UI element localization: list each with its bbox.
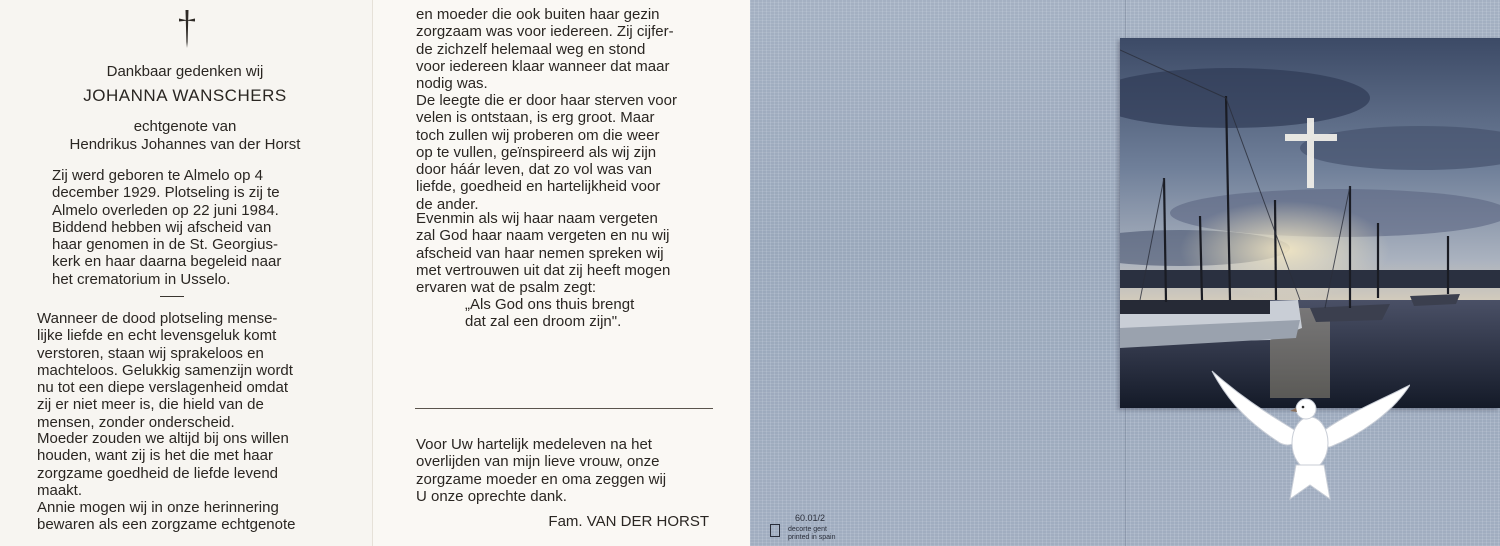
middle-paragraph-3 — [416, 210, 710, 296]
printer-mark — [770, 512, 880, 542]
text-line: velen is ontstaan, is erg groot. Maar — [416, 109, 655, 127]
heading: Dankbaar gedenken wij — [106, 63, 264, 80]
card-panel-middle — [372, 0, 750, 546]
text-line: Annie mogen wij in onze herinnering — [37, 499, 279, 516]
text-line: zorgzame moeder en oma zeggen wij — [416, 470, 667, 488]
text-line: Zij werd geboren te Almelo op 4 — [52, 167, 263, 184]
printer-code: 60.01/2 — [795, 513, 826, 523]
text-line: de ander. — [416, 195, 479, 213]
text-line: Moeder zouden we altijd bij ons willen — [37, 430, 289, 447]
text-line: zal God haar naam vergeten en nu wij — [416, 227, 670, 245]
dove-icon — [1210, 365, 1410, 505]
text-line: Voor Uw hartelijk medeleven na het — [416, 436, 652, 453]
text-line: op te vullen, geïnspireerd als wij zijn — [416, 143, 657, 161]
text-line: en moeder die ook buiten haar gezin — [416, 6, 660, 23]
text-line: houden, want zij is het die met haar — [37, 447, 273, 465]
text-line: lijke liefde en echt levensgeluk komt — [37, 327, 277, 345]
text-line: Wanneer de dood plotseling mense- — [37, 310, 278, 327]
text-line: nodig was. — [416, 75, 488, 93]
signature: Fam. VAN DER HORST — [548, 513, 709, 530]
text-line: kerk en haar daarna begeleid naar — [52, 253, 282, 271]
printer-note: printed in spain — [788, 534, 836, 541]
thanks-paragraph — [416, 436, 710, 505]
text-line: door háár leven, dat zo vol was van — [416, 161, 652, 179]
cross-icon — [176, 8, 198, 50]
text-line: machteloos. Gelukkig samenzijn wordt — [37, 361, 293, 379]
text-line: zorgzaam was voor iedereen. Zij cijfer- — [416, 23, 674, 41]
text-line: bewaren als een zorgzame echtgenote — [37, 516, 296, 534]
divider-line — [415, 408, 713, 409]
text-line: ervaren wat de psalm zegt: — [416, 279, 597, 297]
text-line: De leegte die er door haar sterven voor — [416, 92, 677, 109]
spouse-name: Hendrikus Johannes van der Horst — [69, 136, 301, 153]
bio-paragraph — [52, 167, 314, 288]
text-line: zorgzame goedheid de liefde levend — [37, 464, 279, 482]
text-line: dat zal een droom zijn". — [465, 313, 622, 331]
card-panel-left — [0, 0, 372, 546]
middle-paragraph-2 — [416, 92, 710, 213]
divider-dash — [160, 296, 184, 297]
card-cover-panel — [750, 0, 1500, 546]
psalm-quote — [465, 296, 705, 331]
text-line: haar genomen in de St. Georgius- — [52, 236, 278, 254]
deceased-name: JOHANNA WANSCHERS — [83, 86, 287, 105]
text-line: het crematorium in Usselo. — [52, 270, 231, 288]
text-line: U onze oprechte dank. — [416, 487, 567, 505]
text-line: verstoren, staan wij sprakeloos en — [37, 344, 264, 362]
text-line: nu tot een diepe verslagenheid omdat — [37, 379, 289, 397]
text-line: maakt. — [37, 481, 83, 499]
printer-name: decorte gent — [788, 526, 827, 533]
paragraph-2 — [37, 430, 331, 499]
text-line: liefde, goedheid en hartelijkheid voor — [416, 178, 661, 196]
text-line: overlijden van mijn lieve vrouw, onze — [416, 453, 660, 471]
text-line: toch zullen wij proberen om die weer — [416, 126, 660, 144]
text-line: Biddend hebben wij afscheid van — [52, 218, 272, 236]
text-line: december 1929. Plotseling is zij te — [52, 184, 280, 202]
harbor-photo — [1120, 38, 1500, 408]
text-line: zij er niet meer is, die hield van de — [37, 396, 264, 414]
spouse-intro: echtgenote van — [133, 118, 237, 135]
text-line: mensen, zonder onderscheid. — [37, 413, 235, 431]
text-line: Almelo overleden op 22 juni 1984. — [52, 201, 279, 219]
text-line: met vertrouwen uit dat zij heeft mogen — [416, 261, 671, 279]
text-line: afscheid van haar nemen spreken wij — [416, 244, 664, 262]
harbor-sunset-image — [1120, 38, 1500, 408]
text-line: „Als God ons thuis brengt — [465, 296, 635, 313]
printer-logo-icon — [770, 524, 780, 537]
text-line: de zichzelf helemaal weg en stond — [416, 40, 646, 58]
paragraph-1 — [37, 310, 331, 431]
middle-paragraph-1 — [416, 6, 710, 92]
text-line: voor iedereen klaar wanneer dat maar — [416, 57, 670, 75]
paragraph-3 — [37, 499, 331, 534]
text-line: Evenmin als wij haar naam vergeten — [416, 210, 658, 227]
